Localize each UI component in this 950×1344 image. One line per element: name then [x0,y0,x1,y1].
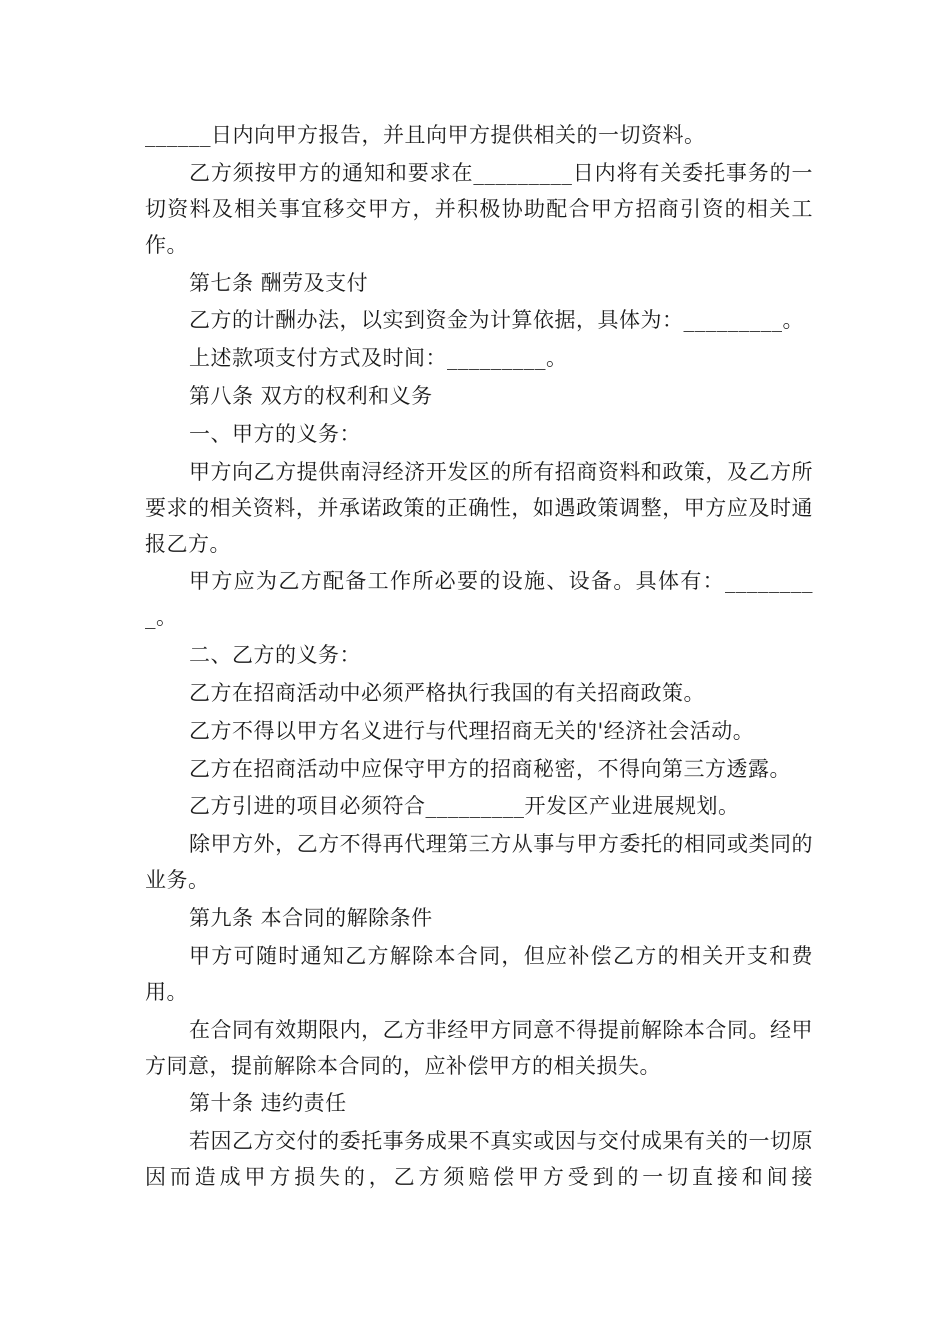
paragraph: 若因乙方交付的委托事务成果不真实或因与交付成果有关的一切原因而造成甲方损失的，乙方须赔偿甲方受到的一切直接和间接 [145,1129,813,1190]
paragraph: 甲方可随时通知乙方解除本合同，但应补偿乙方的相关开支和费用。 [145,943,813,1004]
section-heading: 第十条 违约责任 [189,1091,347,1116]
document-body [145,117,813,1197]
subsection-heading: 一、甲方的义务： [189,421,361,446]
paragraph: 甲方应为乙方配备工作所必要的设施、设备。具体有：_________。 [145,569,813,630]
paragraph: 乙方不得以甲方名义进行与代理招商无关的'经济社会活动。 [189,718,755,743]
paragraph: 乙方的计酬办法，以实到资金为计算依据，具体为：_________。 [189,308,804,333]
paragraph: ______日内向甲方报告，并且向甲方提供相关的一切资料。 [145,123,706,147]
paragraph: 乙方在招商活动中应保守甲方的招商秘密，不得向第三方透露。 [189,756,791,781]
paragraph: 乙方引进的项目必须符合_________开发区产业进展规划。 [189,794,740,819]
section-heading: 第七条 酬劳及支付 [189,270,369,295]
paragraph: 乙方在招商活动中必须严格执行我国的有关招商政策。 [189,680,705,705]
section-heading: 第九条 本合同的解除条件 [189,905,433,930]
paragraph: 乙方须按甲方的通知和要求在_________日内将有关委托事务的一切资料及相关事宜移交甲方，并积极协助配合甲方招商引资的相关工作。 [145,160,813,257]
paragraph: 上述款项支付方式及时间：_________。 [189,346,568,371]
paragraph: 在合同有效期限内，乙方非经甲方同意不得提前解除本合同。经甲方同意，提前解除本合同的，应补偿甲方的相关损失。 [145,1017,813,1078]
paragraph: 甲方向乙方提供南浔经济开发区的所有招商资料和政策，及乙方所要求的相关资料，并承诺政策的正确性，如遇政策调整，甲方应及时通报乙方。 [145,459,813,556]
section-heading: 第八条 双方的权利和义务 [189,383,433,408]
paragraph: 除甲方外，乙方不得再代理第三方从事与甲方委托的相同或类同的业务。 [145,832,813,893]
subsection-heading: 二、乙方的义务： [189,643,361,668]
